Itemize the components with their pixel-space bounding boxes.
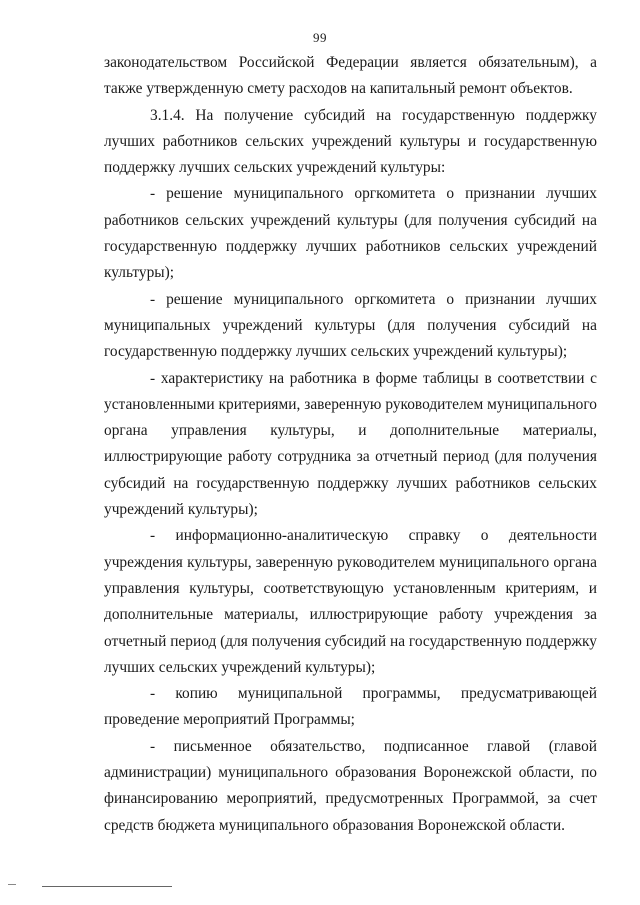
paragraph-continuation: законодательством Российской Федерации является обязательным), а также утвержденную смету расходов на капитальный ремонт объектов. [104, 54, 597, 98]
list-item-decision-best-institutions: - решение муниципального оргкомитета о признании лучших муниципальных учреждений культуры (для получения субсидий на государственную поддержку лучших сельских учреждений культуры); [104, 290, 597, 361]
page-number: 99 [313, 30, 327, 45]
list-item-worker-characteristic: - характеристику на работника в форме таблицы в соответствии с установленными критериями, заверенную руководителем муниципального органа управления культуры, и дополнительные материалы, иллюстрирующие работу сотрудника за отчетный период (для получения субсидий на государственную поддержку лучших работников сельских учреждений культуры); [104, 369, 597, 519]
footer-rule [42, 886, 172, 887]
list-item-decision-best-workers: - решение муниципального оргкомитета о признании лучших работников сельских учреждений культуры (для получения субсидий на государственную поддержку лучших работников сельских учреждений культуры); [104, 185, 597, 282]
scan-artifact-mark [8, 884, 16, 888]
list-item-analytical-report: - информационно-аналитическую справку о деятельности учреждения культуры, заверенную руководителем муниципального органа управления культуры, соответствующую установленным критериям, и дополнительные материалы, иллюстрирующие работу учреждения за отчетный период (для получения субсидий на государственную поддержку лучших сельских учреждений культуры); [104, 527, 597, 676]
list-item-municipal-program-copy: - копию муниципальной программы, предусматривающей проведение мероприятий Программы; [104, 685, 597, 729]
paragraph-section-3-1-4: 3.1.4. На получение субсидий на государственную поддержку лучших работников сельских учреждений культуры и государственную поддержку лучших сельских учреждений культуры: [104, 106, 597, 177]
document-body [104, 50, 597, 839]
list-item-written-obligation: - письменное обязательство, подписанное главой (главой администрации) муниципального образования Воронежской области, по финансированию мероприятий, предусмотренных Программой, за счет средств бюджета муниципального образования Воронежской области. [104, 737, 597, 834]
